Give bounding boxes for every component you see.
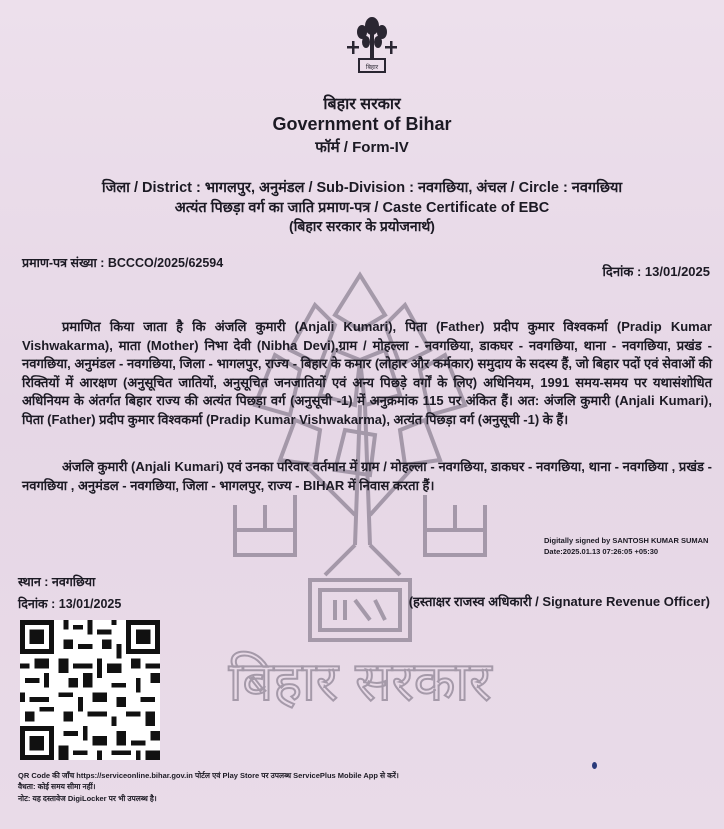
ink-mark (592, 762, 597, 769)
header-hindi-government: बिहार सरकार (323, 96, 401, 113)
residence-paragraph (22, 458, 712, 495)
footer-validity: वैधता: कोई समय सीमा नहीं। (18, 782, 96, 791)
certification-paragraph (22, 318, 712, 430)
watermark-text: बिहार सरकार (228, 650, 492, 713)
paragraph-text: प्रमाणित किया जाता है कि अंजलि कुमारी (Anjali Kumari), पिता (Father) प्रदीप कुमार विश्वकर्मा (Pradip Kumar Vishwakarma), माता (Mother) निभा देवी (Nibha Devi),ग्राम / मोहल्ला - नवगछिया, डाकघर - नवगछिया, थाना - नवगछिया, प्रखंड - नवगछिया, अनुमंडल - नवगछिया, जिला - भागलपुर, राज्य - बिहार के कमार (लोहार और कर्मकार) समुदाय के सदस्य हैं, जो बिहार पदों एवं सेवाओं की रिक्तियों में आरक्षण (अनुसूचित जातियों, अनुसूचित जनजातियों एवं अन्य पिछड़े वर्गों के लिए) अधिनियम, 1991 समय-समय पर यथासंशोधित अधिनियम के अंतर्गत बिहार राज्य की अत्यंत पिछड़ा वर्ग (अनुसूची -1) में अनुक्रमांक 115 पर अंकित हैं। अत: अंजलि कुमारी (Anjali Kumari), पिता (Father) प्रदीप कुमार विश्वकर्मा (Pradip Kumar Vishwakarma), अत्यंत पिछड़ा वर्ग (अनुसूची -1) के हैं। (22, 319, 712, 427)
issue-date-line: दिनांक : 13/01/2025 (18, 597, 122, 611)
form-label: फॉर्म / Form-IV (315, 139, 409, 156)
footer-qr-instruction: QR Code की जाँच https://serviceonline.bihar.gov.in पोर्टल एवं Play Store पर उपलब्ध ServicePlus Mobile App से करें। (18, 771, 399, 780)
district-line: जिला / District : भागलपुर, अनुमंडल / Sub-Division : नवगछिया, अंचल / Circle : नवगछिया (101, 180, 623, 196)
digital-signature-name: Digitally signed by SANTOSH KUMAR SUMAN (544, 536, 709, 545)
emblem-label: बिहार (365, 64, 379, 71)
certificate-purpose: (बिहार सरकार के प्रयोजनार्थ) (289, 218, 435, 234)
signature-officer-label: (हस्ताक्षर राजस्व अधिकारी / Signature Revenue Officer) (408, 594, 710, 609)
place-line: स्थान : नवगछिया (18, 575, 96, 589)
footer-note: नोट: यह दस्तावेज DigiLocker पर भी उपलब्ध है। (18, 794, 157, 803)
digital-signature (544, 535, 708, 557)
qr-code (20, 620, 160, 760)
bihar-emblem-icon (342, 12, 402, 76)
digital-signature-date: Date:2025.01.13 07:26:05 +05:30 (544, 547, 659, 556)
paragraph-text: अंजलि कुमारी (Anjali Kumari) एवं उनका परिवार वर्तमान में ग्राम / मोहल्ला - नवगछिया, डाकघर - नवगछिया, थाना - नवगछिया , प्रखंड - नवगछिया , अनुमंडल - नवगछिया, जिला - भागलपुर, राज्य - BIHAR में निवास करता हैं। (22, 459, 712, 493)
certificate-number: प्रमाण-पत्र संख्या : BCCCO/2025/62594 (22, 256, 224, 270)
header-english-government: Government of Bihar (272, 114, 452, 134)
certificate-title: अत्यंत पिछड़ा वर्ग का जाति प्रमाण-पत्र / Caste Certificate of EBC (174, 200, 550, 216)
certificate-date: दिनांक : 13/01/2025 (602, 264, 710, 279)
